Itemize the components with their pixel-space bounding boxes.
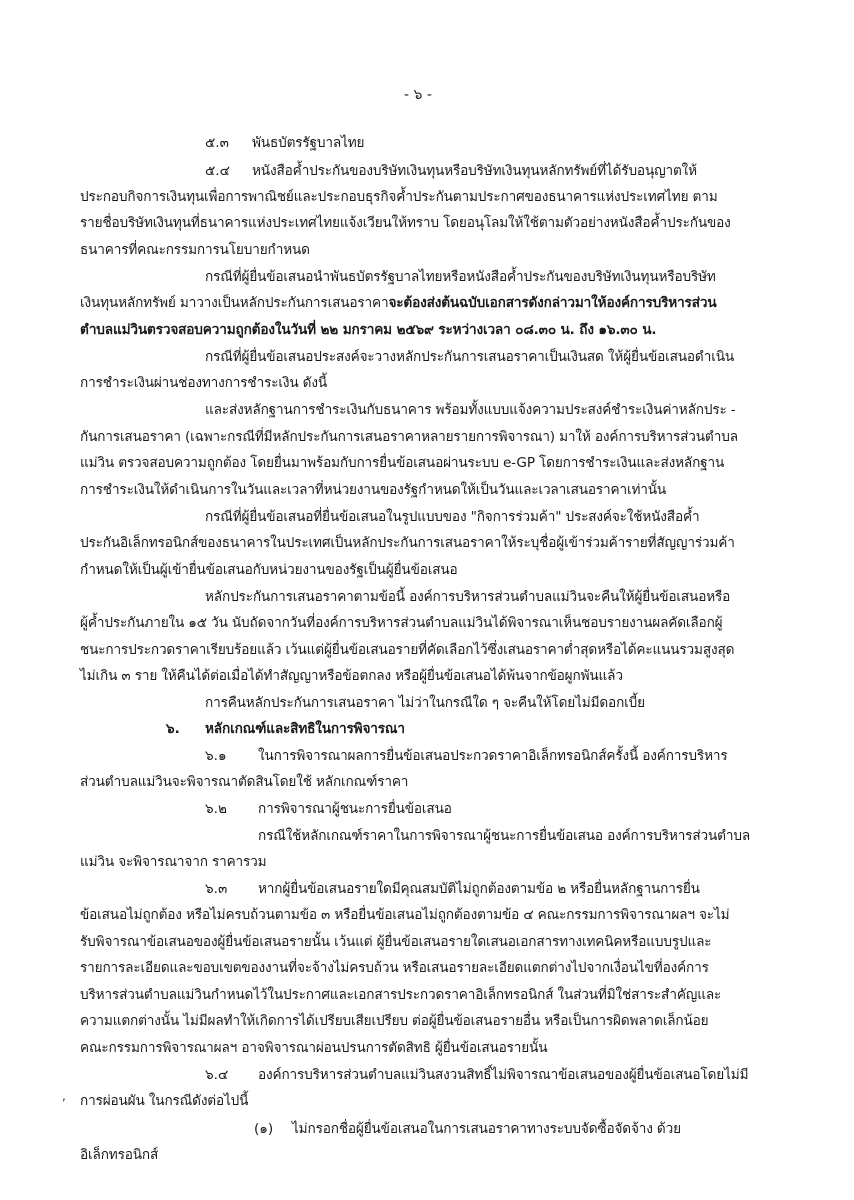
clause-number: ๕.๓ <box>205 135 229 151</box>
clause-text: กรณีใช้หลักเกณฑ์ราคาในการพิจารณาผู้ชนะการยื่นข้อเสนอ องค์การบริหารส่วนตำบล <box>258 828 751 844</box>
clause-text: รับพิจารณาข้อเสนอของผู้ยื่นข้อเสนอรายนั้น เว้นแต่ ผู้ยื่นข้อเสนอรายใดเสนอเอกสารทางเทคนิคหรือแบบรูปและ <box>80 934 712 950</box>
paragraph-text: ชนะการประกวดราคาเรียบร้อยแล้ว เว้นแต่ผู้ยื่นข้อเสนอรายที่คัดเลือกไว้ซึ่งเสนอราคาต่ำสุดหรือได้คะแนนรวมสูงสุด <box>80 642 735 658</box>
paragraph-text: และส่งหลักฐานการชำระเงินกับธนาคาร พร้อมทั้งแบบแจ้งความประสงค์ชำระเงินค่าหลักประ - <box>205 402 736 418</box>
paragraph-text: การชำระเงินผ่านช่องทางการชำระเงิน ดังนี้ <box>80 375 327 391</box>
clause-text: ธนาคารที่คณะกรรมการนโยบายกำหนด <box>80 242 310 258</box>
comma-mark: , <box>62 1089 66 1103</box>
paragraph-text <box>80 293 716 313</box>
clause-text: การผ่อนผัน ในกรณีดังต่อไปนี้ <box>80 1093 249 1109</box>
paragraph-text-bold: ตำบลแม่วินตรวจสอบความถูกต้องในวันที่ ๒๒ มกราคม ๒๕๖๙ ระหว่างเวลา ๐๘.๓๐ น. ถึง ๑๖.๓๐ น. <box>80 322 657 338</box>
clause-text: แม่วิน จะพิจารณาจาก ราคารวม <box>80 854 267 870</box>
paragraph-text: หลักประกันการเสนอราคาตามข้อนี้ องค์การบริหารส่วนตำบลแม่วินจะคืนให้ผู้ยื่นข้อเสนอหรือ <box>205 589 731 605</box>
clause-text: คณะกรรมการพิจารณาผลฯ อาจพิจารณาผ่อนปรนการตัดสิทธิ ผู้ยื่นข้อเสนอรายนั้น <box>80 1040 548 1056</box>
paragraph-text: การชำระเงินให้ดำเนินการในวันและเวลาที่หน่วยงานของรัฐกำหนดให้เป็นวันและเวลาเสนอราคาเท่านั้น <box>80 482 667 498</box>
clause-text: บริหารส่วนตำบลแม่วินกำหนดไว้ในประกาศและเอกสารประกวดราคาอิเล็กทรอนิกส์ ในส่วนที่มิใช่สาระสำคัญและ <box>80 987 722 1003</box>
sub-clause-number: (๑) <box>254 1121 274 1137</box>
sub-clause-text: ไม่กรอกชื่อผู้ยื่นข้อเสนอในการเสนอราคาทางระบบจัดซื้อจัดจ้าง ด้วย <box>292 1121 681 1137</box>
paragraph-text: กรณีที่ผู้ยื่นข้อเสนอนำพันธบัตรรัฐบาลไทยหรือหนังสือค้ำประกันของบริษัทเงินทุนหรือบริษัท <box>205 269 716 285</box>
clause-text: ประกอบกิจการเงินทุนเพื่อการพาณิชย์และประกอบธุรกิจค้ำประกันตามประกาศของธนาคารแห่งประเทศไทย ตาม <box>80 189 718 205</box>
clause-text: รายการละเอียดและขอบเขตของงานที่จะจ้างไม่ครบถ้วน หรือเสนอรายละเอียดแตกต่างไปจากเงื่อนไขที่องค์การ <box>80 960 709 976</box>
paragraph-text: กรณีที่ผู้ยื่นข้อเสนอที่ยื่นข้อเสนอในรูปแบบของ "กิจการร่วมค้า" ประสงค์จะใช้หนังสือค้ำ <box>205 509 700 525</box>
clause-text: ในการพิจารณาผลการยื่นข้อเสนอประกวดราคาอิเล็กทรอนิกส์ครั้งนี้ องค์การบริหาร <box>258 748 728 764</box>
paragraph-text: แม่วิน ตรวจสอบความถูกต้อง โดยยื่นมาพร้อมกับการยื่นข้อเสนอผ่านระบบ e-GP โดยการชำระเงินและส่งหลักฐาน <box>80 455 725 471</box>
paragraph-text: ไม่เกิน ๓ ราย ให้คืนได้ต่อเมื่อได้ทำสัญญาหรือข้อตกลง หรือผู้ยื่นข้อเสนอได้พ้นจากข้อผูกพันแล้ว <box>80 668 623 684</box>
clause-number: ๖.๓ <box>205 881 228 897</box>
clause-heading: การพิจารณาผู้ชนะการยื่นข้อเสนอ <box>258 801 452 817</box>
paragraph-text: กรณีที่ผู้ยื่นข้อเสนอประสงค์จะวางหลักประกันการเสนอราคาเป็นเงินสด ให้ผู้ยื่นข้อเสนอดำเนิน <box>205 349 735 365</box>
clause-number: ๖.๒ <box>205 801 227 817</box>
clause-text: หากผู้ยื่นข้อเสนอรายใดมีคุณสมบัติไม่ถูกต้องตามข้อ ๒ หรือยื่นหลักฐานการยื่น <box>258 881 700 897</box>
clause-number: ๖.๔ <box>205 1067 229 1083</box>
clause-text: ส่วนตำบลแม่วินจะพิจารณาตัดสินโดยใช้ หลักเกณฑ์ราคา <box>80 774 409 790</box>
clause-text: รายชื่อบริษัทเงินทุนที่ธนาคารแห่งประเทศไทยแจ้งเวียนให้ทราบ โดยอนุโลมให้ใช้ตามตัวอย่างหนังสือค้ำประกันของ <box>80 215 731 231</box>
clause-text: หนังสือค้ำประกันของบริษัทเงินทุนหรือบริษัทเงินทุนหลักทรัพย์ที่ได้รับอนุญาตให้ <box>252 163 697 179</box>
clause-text: ข้อเสนอไม่ถูกต้อง หรือไม่ครบถ้วนตามข้อ ๓ หรือยื่นข้อเสนอไม่ถูกต้องตามข้อ ๔ คณะกรรมการพิจารณาผลฯ จะไม่ <box>80 907 730 923</box>
paragraph-text: กำหนดให้เป็นผู้เข้ายื่นข้อเสนอกับหน่วยงานของรัฐเป็นผู้ยื่นข้อเสนอ <box>80 562 458 578</box>
paragraph-text: กันการเสนอราคา (เฉพาะกรณีที่มีหลักประกันการเสนอราคาหลายรายการพิจารณา) มาให้ องค์การบริหารส่วนตำบล <box>80 429 738 445</box>
clause-text: พันธบัตรรัฐบาลไทย <box>252 135 365 151</box>
paragraph-text-normal: เงินทุนหลักทรัพย์ มาวางเป็นหลักประกันการเสนอราคา <box>80 295 389 311</box>
clause-text: องค์การบริหารส่วนตำบลแม่วินสงวนสิทธิ์ไม่พิจารณาข้อเสนอของผู้ยื่นข้อเสนอโดยไม่มี <box>258 1067 749 1083</box>
paragraph-text: ประกันอิเล็กทรอนิกส์ของธนาคารในประเทศเป็นหลักประกันการเสนอราคาให้ระบุชื่อผู้เข้าร่วมค้ารายที่สัญญาร่วมค้า <box>80 535 735 551</box>
clause-text: ความแตกต่างนั้น ไม่มีผลทำให้เกิดการได้เปรียบเสียเปรียบ ต่อผู้ยื่นข้อเสนอรายอื่น หรือเป็นการผิดพลาดเล็กน้อย <box>80 1013 709 1029</box>
paragraph-text: การคืนหลักประกันการเสนอราคา ไม่ว่าในกรณีใด ๆ จะคืนให้โดยไม่มีดอกเบี้ย <box>205 695 645 711</box>
page-number: - ๖ - <box>404 87 432 103</box>
section-heading: หลักเกณฑ์และสิทธิในการพิจารณา <box>205 721 405 737</box>
section-number: ๖. <box>166 721 180 737</box>
clause-number: ๕.๔ <box>205 163 230 179</box>
paragraph-text-bold: จะต้องส่งต้นฉบับเอกสารดังกล่าวมาให้องค์การบริหารส่วน <box>388 295 717 311</box>
clause-number: ๖.๑ <box>205 748 227 764</box>
sub-clause-text: อิเล็กทรอนิกส์ <box>80 1147 159 1163</box>
paragraph-text: ผู้ค้ำประกันภายใน ๑๕ วัน นับถัดจากวันที่องค์การบริหารส่วนตำบลแม่วินได้พิจารณาเห็นชอบรายงานผลคัดเลือกผู้ <box>80 615 723 631</box>
